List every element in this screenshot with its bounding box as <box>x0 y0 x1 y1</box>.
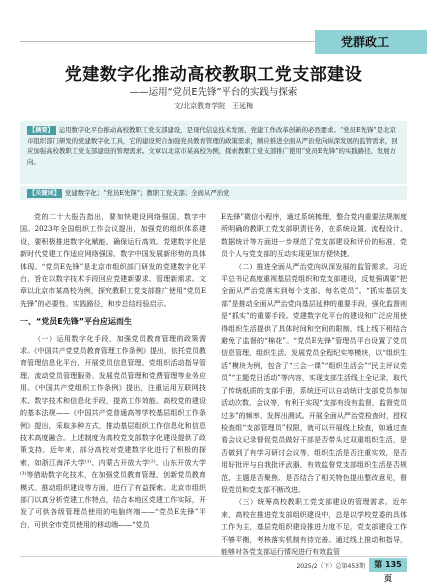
keywords-label: 【关键词】 <box>29 190 60 197</box>
left-column <box>20 211 206 551</box>
right-column <box>221 211 407 556</box>
section-heading: 一、“党员E先锋”平台应运而生 <box>20 317 132 327</box>
abstract-label: 【摘要】 <box>29 127 54 134</box>
article-subtitle: ——运用“党员E先锋”平台的实践与探索 <box>129 87 298 98</box>
body-paragraph: E先锋”微信小程序，通过系统梳理，整合党内重要法规制度所明确的教职工党支部职责任务，在系统设置、流程设计、数据统计等方面进一步规范了党支部建设和评价的标准，党员个人与党支部的互动实现更加方便快捷。 <box>221 213 407 259</box>
section-tag: 党群政工 <box>315 30 427 54</box>
keywords-text: 党建数字化；“党员E先锋”；教职工党支部；全面从严治党 <box>64 189 230 197</box>
header-rule <box>20 41 315 42</box>
issue-label: 2025/2（下）总第453期 <box>296 563 365 570</box>
footer-rule <box>20 556 407 557</box>
abstract-text: 运用数字化平台推动高校教职工党支部建设，是现代信息技术发展、党建工作改革创新的必然要求。“党员E先锋”是北京市组织部门研发的党建数字化工具，它的建设契合加强党员教育管理的政策需求，顺应推进全面从严治党向纵深发展的监管需求，回应加强高校教职工党支部建设的管理需求。文章以北京市某高校为例，探索教职工党支部推广使用“党员E先锋”的实践路径、发展方向。 <box>27 126 398 166</box>
body-paragraph: （一）运用数字化手段，加强党员教育管理的政策需求。《中国共产党党员教育管理工作条例》提出，依托党员教育管理信息化平台，开展党员信息管理、党组织活动指导管理、流动党员管理服务、发展党员管理和党费管理等业务应用。《中国共产党组织工作条例》提出，注重运用互联网技术、数字技术和信息化手段，提高工作效能。高校党的建设的基本法规——《中国共产党普通高等学校基层组织工作条例》提出，采取多种方式，推动基层组织工作信息化和信息技术高度融合。上述制度为高校党支部数字化建设提供了政策支持。近年来，部分高校对党建数字化进行了积极的探索，如浙江海洋大学⁽¹⁾、内蒙古开放大学⁽²⁾、山东开放大学⁽³⁾等借助数字化技术，在加强党员教育管理、创新党员教育模式、推动组织建设等方面，进行了有益探索。北京市组织部门以真分析党建工作特点，结合本地区党建工作实际，开发了可供各级管理员使用的电脑终端——“党员E先锋”平台，可供全市党员使用的移动端——“党员 <box>20 334 206 529</box>
author-byline: 文/北京教育学院 王延梅 <box>173 102 254 110</box>
intro-paragraph: 党的二十大报告指出，要加快建设网络强国、数字中国。2023年全国组织工作会议提出，加强党的组织体系建设，要积极推进数字化赋能、确保运行高效。党建数字化是新时代党建工作适应网络强国、数字中国发展新形势的具体体现。“党员E先锋”是北京市组织部门研发的党建数字化平台，旨在以数字技术手段回应党建新要求、管理新需求。文章以北京市某高校为例，探究教职工党支部推广使用“党员E先锋”的必要性、实践路径，和步总结经验启示。 <box>20 213 206 308</box>
body-paragraph: （二）推进全面从严治党向纵深发展的监管需求。习近平总书记高度重视基层党组织和党支部建设，反复强调要“把全面从严治党落实到每个支部、每名党员”。“抓实基层支部”是推动全面从严治党向基层延伸的重要手段，强化监督则是“抓实”的重要手段。党建数字化平台的建设和广泛应用使得组织生活提供了具体时间和空间的限制，线上线下相结合避免了监督的“棉花”。“党员E先锋”管理员平台设置了党员信息管理、组织生活、发展党员全程纪实等模块，以“组织生活”模块为例，包含了“三会一课”“组织生活会”“民主评议党员”“主题党日活动”等内容，实现支部生活线上全记录，取代了传统纸质的支部手册，系统还可以自动统计支部党员参加活动次数、会议等，有利于实现“支部有没有监督，监督党员过多”的频率、发挥出测试。开展全面从严治党检查时，授权检查组“支部管理员”权限，就可以开展线上检查，如通过查看会议记录督促党员做好干部是否带头过双重组织生活，是否做到了有学习研讨会议等，组织生活是否注重实效，是否用好批评与自我批评武器，有效监督党支部组织生活是否规范、主题是否聚焦、是否结合了相关特色提出整改意见，督促党员和党支部不断改进。 <box>221 262 407 494</box>
abstract-box <box>20 121 407 184</box>
body-paragraph: （三）统筹高校教职工党支部建设的管理需求。近年来，高校在推进党支部组织建设中，总是以学校党委的具体工作为主，基层党组织建设推进力度不足，党支部建设工作不够平衡，考核落实机制有待完善。通过线上推动和指导，能够对各党支部运行情况进行有效监管 <box>221 498 407 556</box>
page-number: 第 135 页 <box>369 558 407 572</box>
article-title: 党建数字化推动高校教职工党支部建设 <box>64 65 363 85</box>
keywords-box <box>20 186 407 200</box>
